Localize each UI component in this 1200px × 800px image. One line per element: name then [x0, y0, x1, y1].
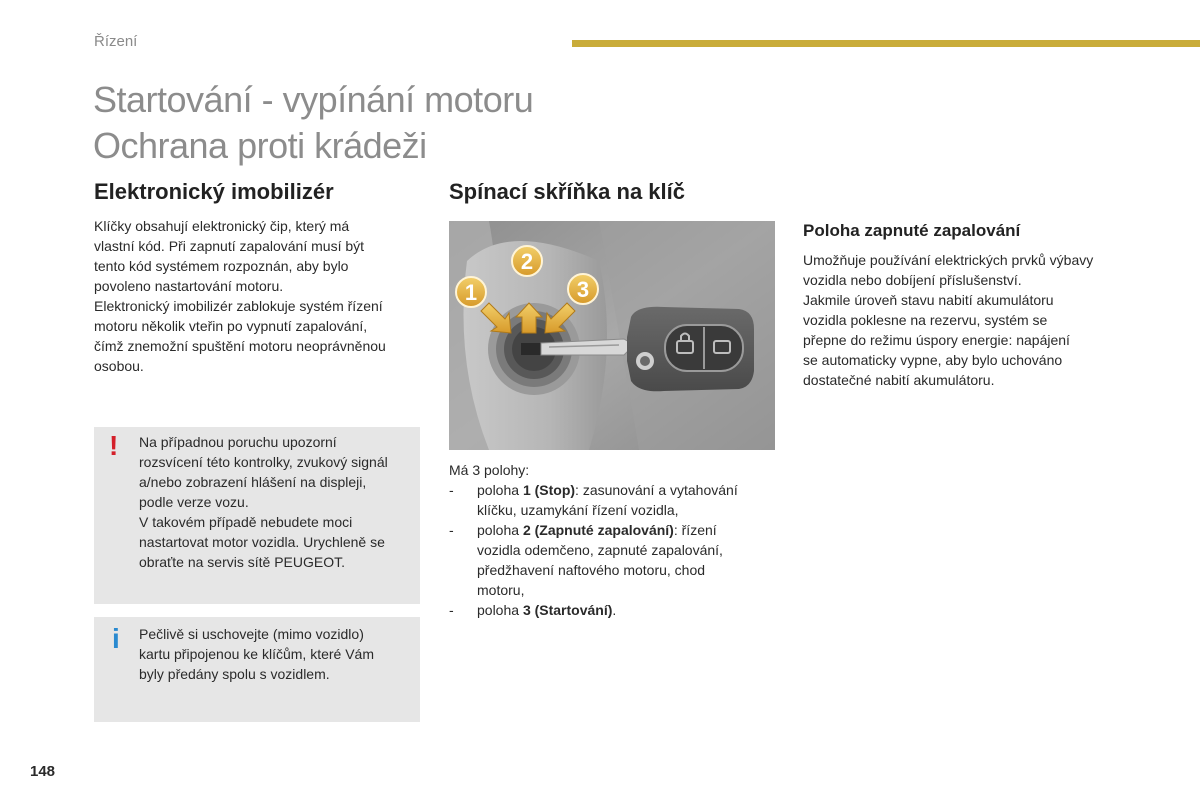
ignition-on-text — [803, 250, 1093, 390]
immobilizer-text — [94, 216, 386, 376]
page-number: 148 — [30, 763, 56, 780]
text-line: povoleno nastartování motoru. — [94, 278, 284, 294]
text-line: rozsvícení této kontrolky, zvukový signál — [139, 454, 388, 470]
position-item — [449, 600, 779, 620]
position-desc: : řízení — [673, 522, 717, 538]
warning-text — [139, 432, 388, 572]
position-item — [449, 480, 779, 520]
page-subtitle: Ochrana proti krádeži — [93, 125, 427, 166]
ignition-switch-svg — [449, 221, 775, 450]
position-desc-line: předžhavení naftového motoru, chod — [477, 562, 706, 578]
list-dash: - — [449, 482, 454, 498]
text-line: Elektronický imobilizér zablokuje systém řízení — [94, 298, 383, 314]
text-line: podle verze vozu. — [139, 494, 249, 510]
position-label-1: 1 — [464, 280, 478, 305]
text-line: byly předány spolu s vozidlem. — [139, 666, 330, 682]
text-line: obraťte na servis sítě PEUGEOT. — [139, 554, 345, 570]
ignition-switch-illustration — [449, 221, 775, 450]
text-line: Na případnou poruchu upozorní — [139, 434, 337, 450]
warning-icon: ! — [109, 430, 119, 461]
text-line: V takovém případě nebudete moci — [139, 514, 353, 530]
position-label-2: 2 — [520, 249, 534, 274]
positions-list — [449, 460, 779, 620]
position-item — [449, 520, 779, 600]
header-accent-bar — [572, 40, 1200, 47]
text-line: Pečlivě si uschovejte (mimo vozidlo) — [139, 626, 364, 642]
text-line: vozidla poklesne na rezervu, systém se — [803, 312, 1048, 328]
text-line: přepne do režimu úspory energie: napájení — [803, 332, 1070, 348]
position-name: 2 (Zapnuté zapalování) — [522, 522, 674, 538]
info-text — [139, 624, 374, 684]
positions-intro: Má 3 polohy: — [449, 462, 530, 478]
text-line: osobou. — [94, 358, 144, 374]
section-label: Řízení — [94, 33, 138, 50]
text-line: motoru několik vteřin po vypnutí zapalování, — [94, 318, 368, 334]
ignition-on-heading: Poloha zapnuté zapalování — [803, 221, 1021, 240]
text-line: dostatečné nabití akumulátoru. — [803, 372, 995, 388]
text-line: vlastní kód. Při zapnutí zapalování musí být — [94, 238, 365, 254]
text-line: a/nebo zobrazení hlášení na displeji, — [139, 474, 367, 490]
position-desc: : zasunování a vytahování — [575, 482, 738, 498]
text-line: se automaticky vypne, aby bylo uchováno — [803, 352, 1063, 368]
text-line: Umožňuje používání elektrických prvků výbavy — [803, 252, 1094, 268]
warning-box — [94, 427, 420, 604]
position-prefix: poloha — [477, 482, 523, 498]
position-name: 3 (Startování) — [522, 602, 613, 618]
position-prefix: poloha — [477, 602, 523, 618]
position-desc-line: motoru, — [477, 582, 525, 598]
ignition-heading: Spínací skříňka na klíč — [449, 179, 686, 204]
text-line: vozidla nebo dobíjení příslušenství. — [803, 272, 1022, 288]
text-line: Klíčky obsahují elektronický čip, který má — [94, 218, 350, 234]
text-line: nastartovat motor vozidla. Urychleně se — [139, 534, 385, 550]
position-prefix: poloha — [477, 522, 523, 538]
text-line: tento kód systémem rozpoznán, aby bylo — [94, 258, 349, 274]
immobilizer-heading: Elektronický imobilizér — [94, 179, 334, 204]
text-line: kartu připojenou ke klíčům, které Vám — [139, 646, 374, 662]
info-box — [94, 617, 420, 722]
position-name: 1 (Stop) — [522, 482, 576, 498]
text-line: Jakmile úroveň stavu nabití akumulátoru — [803, 292, 1054, 308]
info-icon: i — [112, 623, 120, 654]
position-desc-line: klíčku, uzamykání řízení vozidla, — [477, 502, 679, 518]
position-label-3: 3 — [576, 277, 590, 302]
list-dash: - — [449, 522, 454, 538]
text-line: čímž znemožní spuštění motoru neoprávněnou — [94, 338, 386, 354]
position-desc-line: vozidla odemčeno, zapnuté zapalování, — [477, 542, 723, 558]
page-title: Startování - vypínání motoru — [93, 79, 534, 120]
position-desc: . — [612, 602, 617, 618]
list-dash: - — [449, 602, 454, 618]
